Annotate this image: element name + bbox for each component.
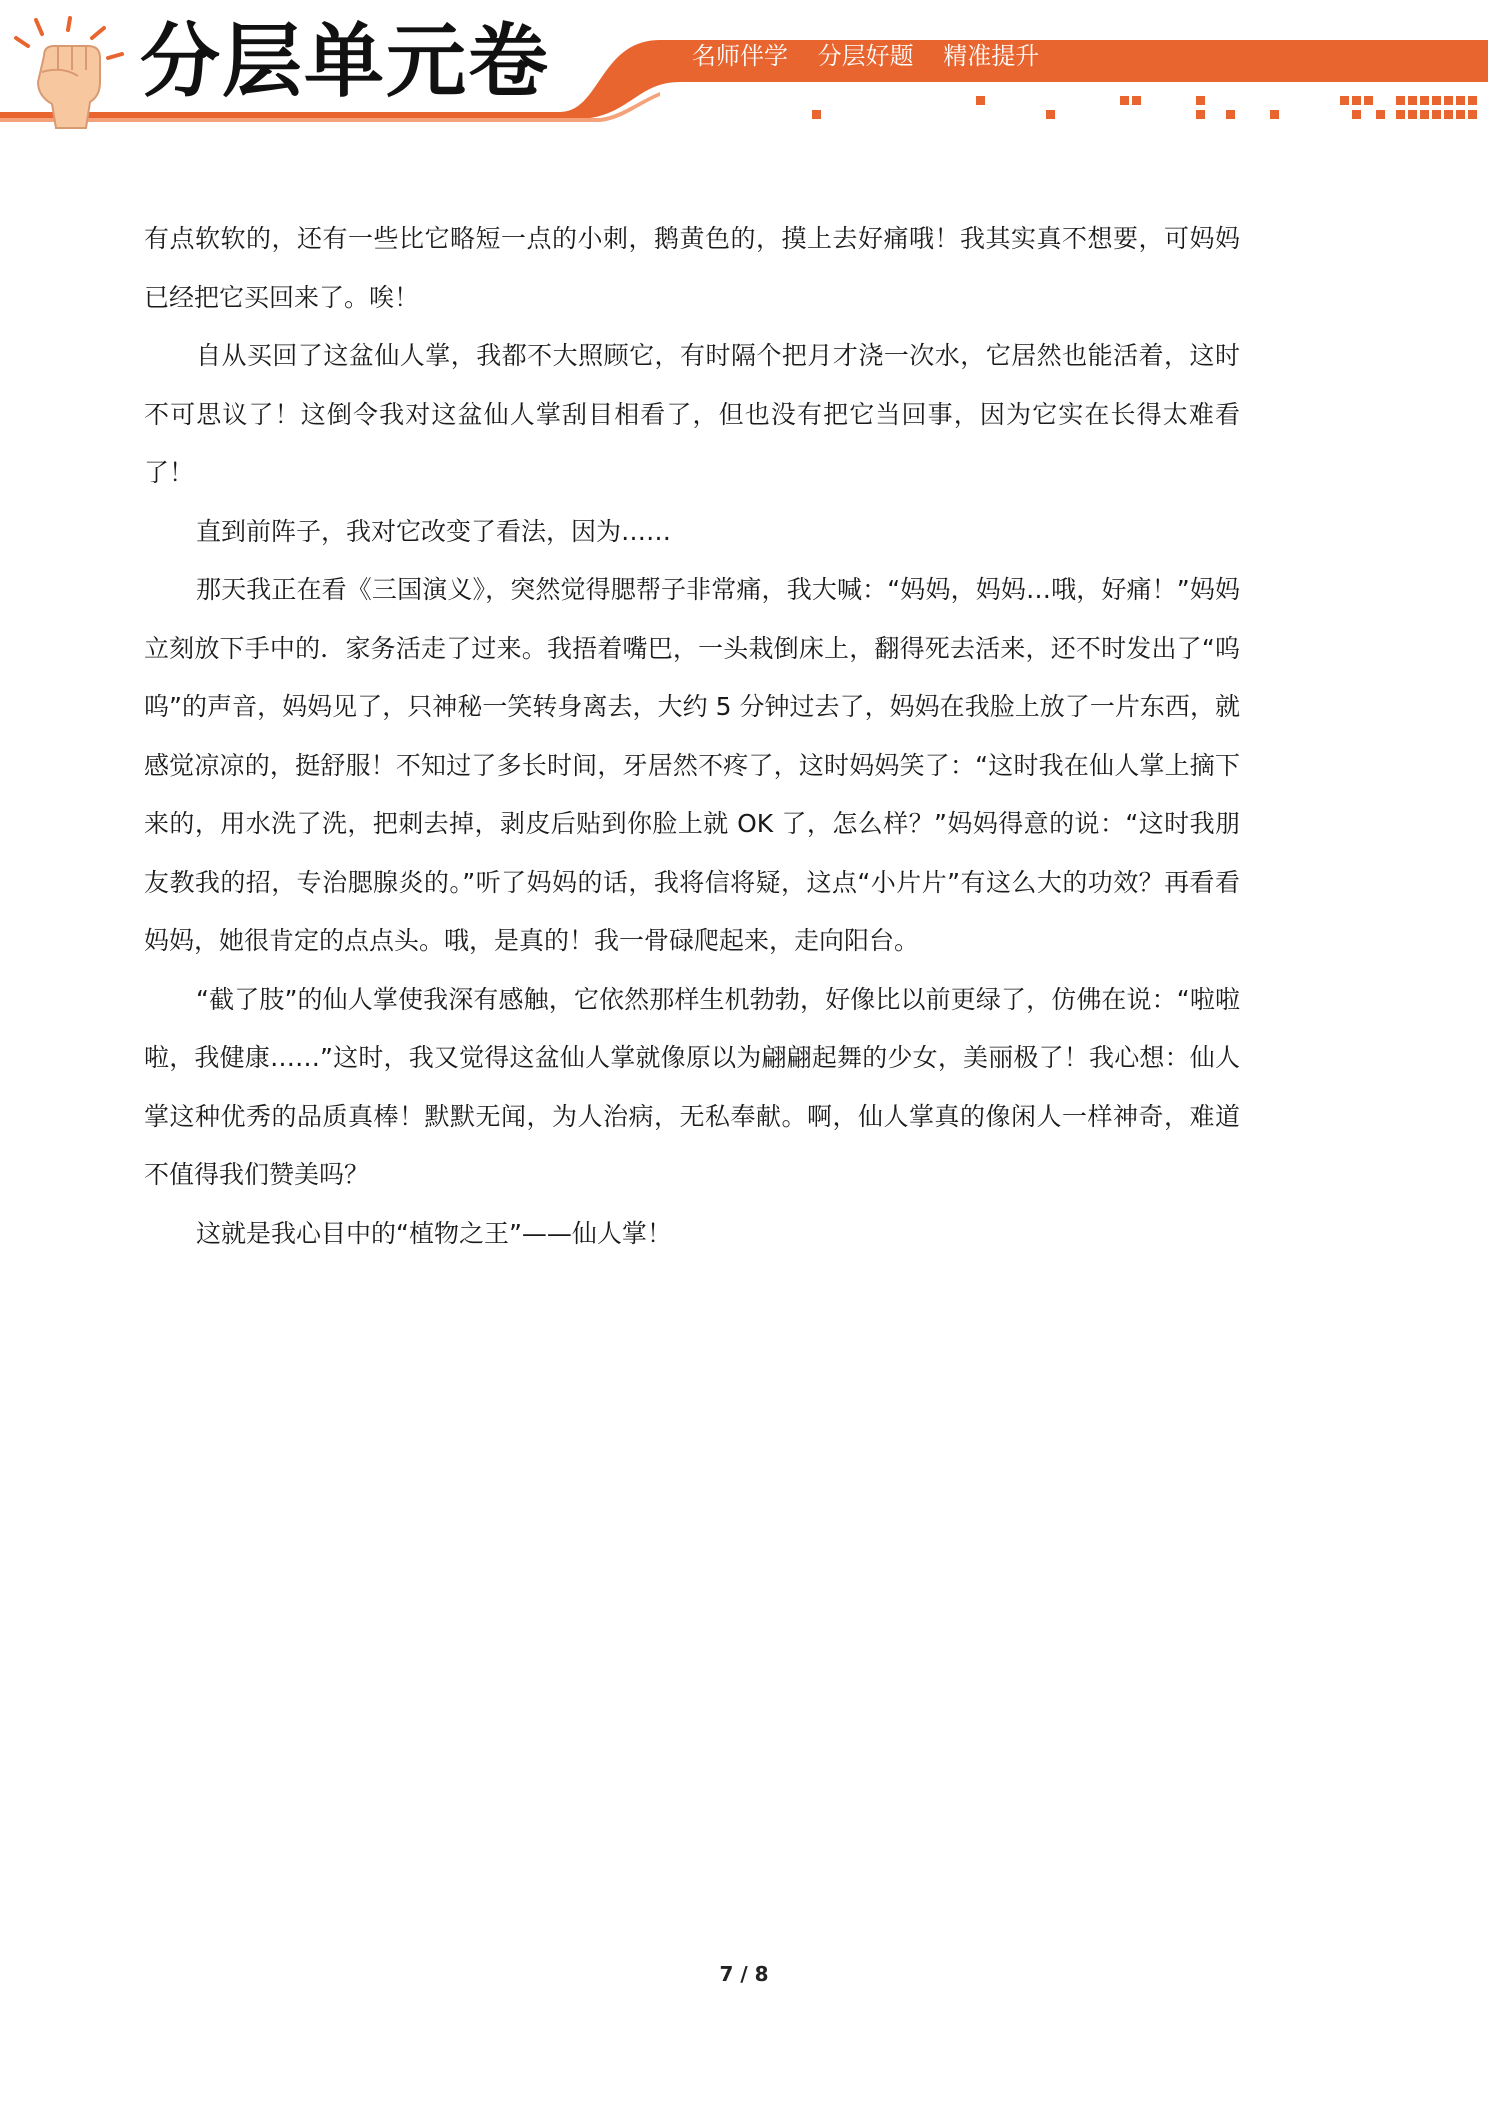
header-slogan — [692, 40, 1061, 72]
paragraph: 自从买回了这盆仙人掌，我都不大照顾它，有时隔个把月才浇一次水，它居然也能活着，这时不可思议了！这倒令我对这盆仙人掌刮目相看了，但也没有把它当回事，因为它实在长得太难看了！ — [144, 341, 1240, 487]
paragraph: 有点软软的，还有一些比它略短一点的小刺，鹅黄色的，摸上去好痛哦！我其实真不想要，可妈妈已经把它买回来了。唉！ — [144, 224, 1240, 312]
slogan-item: 名师伴学 — [692, 42, 788, 70]
page-header — [0, 0, 1488, 140]
raised-fist-icon — [8, 16, 128, 131]
brand-title: 分层单元卷 — [140, 15, 550, 108]
paragraph: 这就是我心目中的“植物之王”——仙人掌！ — [196, 1218, 672, 1248]
paragraph: “截了肢”的仙人掌使我深有感触，它依然那样生机勃勃，好像比以前更绿了，仿佛在说：“啦啦啦，我健康……”这时，我又觉得这盆仙人掌就像原以为翩翩起舞的少女，美丽极了！我心想：仙人掌这种优秀的品质真棒！默默无闻，为人治病，无私奉献。啊，仙人掌真的像闲人一样神奇，难道不值得我们赞美吗？ — [144, 984, 1240, 1189]
slogan-item: 分层好题 — [817, 42, 914, 70]
paragraph: 那天我正在看《三国演义》，突然觉得腮帮子非常痛，我大喊：“妈妈，妈妈…哦，好痛！”妈妈立刻放下手中的．家务活走了过来。我捂着嘴巴，一头栽倒床上，翻得死去活来，还不时发出了“呜呜”的声音，妈妈见了，只神秘一笑转身离去，大约 5 分钟过去了，妈妈在我脸上放了一片东西，就感觉凉凉的，挺舒服！不知过了多长时间，牙居然不疼了，这时妈妈笑了：“这时我在仙人掌上摘下来的，用水洗了洗，把刺去掉，剥皮后贴到你脸上就 OK 了，怎么样？”妈妈得意的说：“这时我朋友教我的招，专治腮腺炎的。”听了妈妈的话，我将信将疑，这点“小片片”有这么大的功效？再看看妈妈，她很肯定的点点头。哦，是真的！我一骨碌爬起来，走向阳台。 — [144, 575, 1240, 955]
slogan-item: 精准提升 — [943, 42, 1040, 70]
decorative-squares — [812, 96, 1477, 119]
page-number: 7 / 8 — [719, 1962, 769, 1986]
essay-body — [144, 210, 1240, 1263]
paragraph: 直到前阵子，我对它改变了看法，因为…… — [196, 516, 672, 546]
